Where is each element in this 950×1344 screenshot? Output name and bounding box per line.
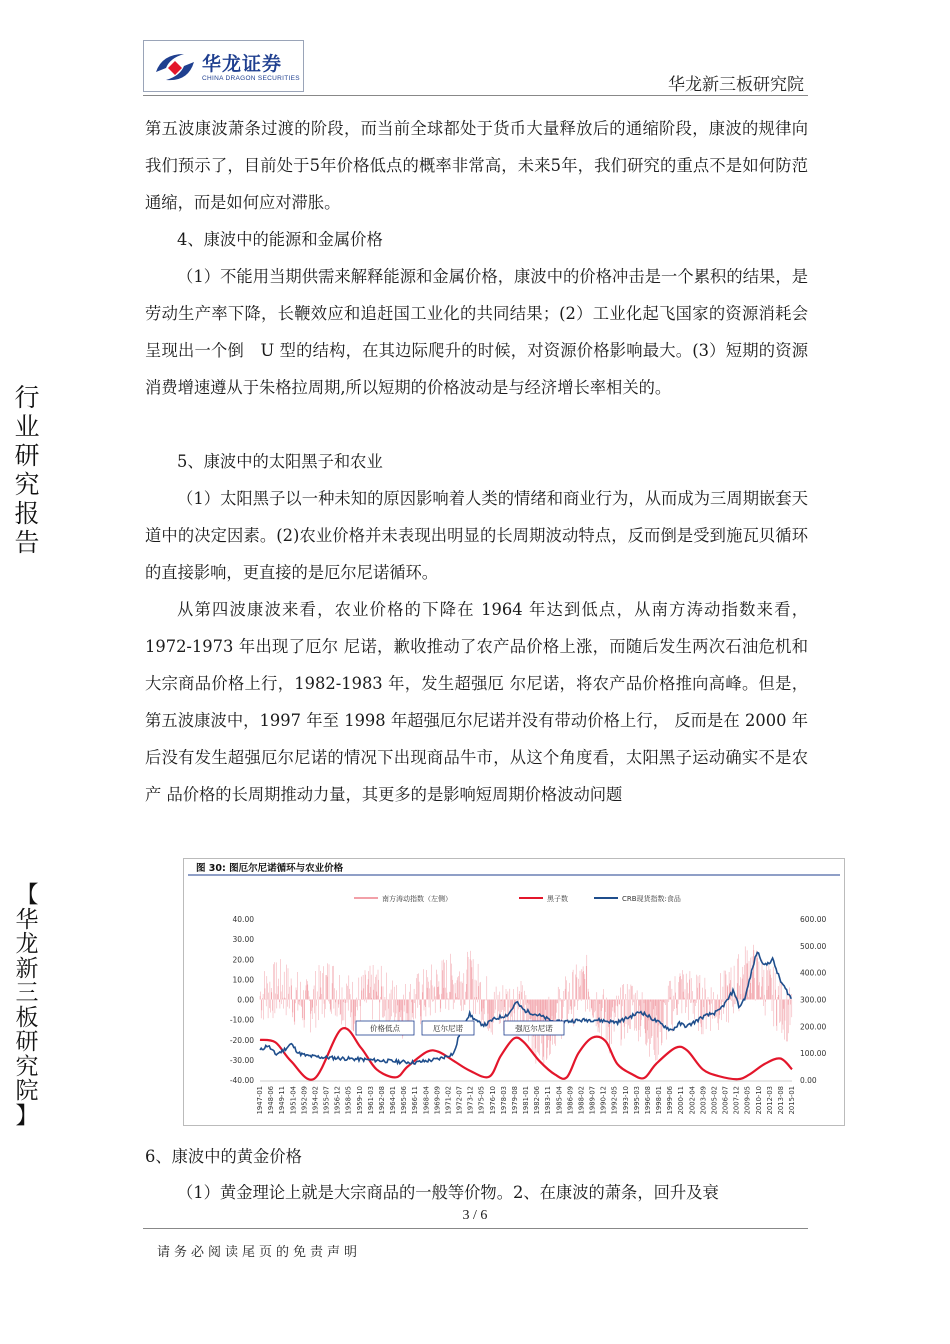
x-axis-tick: 1978-03 <box>499 1086 508 1115</box>
x-axis-tick: 1993-10 <box>621 1086 630 1115</box>
x-axis-tick: 1959-10 <box>355 1086 364 1115</box>
side-institute: 【 华 龙 新 三 板 研 究 院 】 <box>15 882 39 1129</box>
right-axis-tick: 200.00 <box>800 1022 827 1032</box>
logo-english-name: CHINA DRAGON SECURITIES <box>202 75 300 82</box>
paragraph-1: 第五波康波萧条过渡的阶段，而当前全球都处于货币大量释放后的通缩阶段，康波的规律向我们预示了，目前处于5年价格低点的概率非常高，未来5年，我们研究的重点不是如何防范通缩，而是如何应对滞胀。 <box>145 119 808 212</box>
left-axis-tick: -30.00 <box>229 1055 254 1065</box>
right-axis-tick: 300.00 <box>800 995 827 1005</box>
section-heading-5: 5、康波中的太阳黑子和农业 <box>177 452 383 471</box>
right-axis-tick: 0.00 <box>800 1076 817 1085</box>
chart-legend <box>354 894 681 903</box>
left-axis-tick: 0.00 <box>237 995 254 1005</box>
x-axis-tick: 1975-05 <box>477 1086 486 1115</box>
x-axis-tick: 2003-09 <box>699 1086 708 1115</box>
x-axis-tick: 1964-01 <box>389 1086 397 1115</box>
paragraph-4: 从第四波康波来看，农业价格的下降在 1964 年达到低点，从南方涛动指数来看，1972-1973 年出现了厄尔 尼诺，歉收推动了农产品价格上涨，而随后发生两次石油危机和大宗商品价格上行，1982-1983 年，发生超强厄 尔尼诺，将农产品价格推向高峰。但是，第五波康波中，1997 年至 1998 年超强厄尔尼诺并没有带动价格上行， 反而是在 2000 年后没有发生超强厄尔尼诺的情况下出现商品牛市，从这个角度看，太阳黑子运动确实不是农产 品价格的长周期推动力量，其更多的是影响短周期价格波动问题 <box>145 600 808 804</box>
x-axis-tick: 2005-02 <box>710 1086 719 1115</box>
x-axis-tick: 1988-02 <box>577 1086 586 1115</box>
legend-label-soi: 南方涛动指数（左侧） <box>382 895 452 903</box>
enso-agri-price-chart <box>183 858 845 1126</box>
legend-label-crb: CRB现货指数:食品 <box>622 895 681 903</box>
dragon-logo-icon <box>152 48 198 86</box>
x-axis-tick: 2015-01 <box>788 1086 796 1115</box>
x-axis-tick: 1971-02 <box>444 1086 453 1115</box>
left-axis-tick: -20.00 <box>229 1035 254 1045</box>
x-axis-tick: 1952-09 <box>300 1086 309 1115</box>
x-axis-tick: 1981-01 <box>522 1086 530 1115</box>
chart-annotations <box>356 1021 564 1035</box>
x-axis-tick: 2000-11 <box>677 1086 686 1115</box>
legend-label-sunspot: 黑子数 <box>547 895 568 903</box>
right-axis-tick: 100.00 <box>800 1049 827 1059</box>
side-report-type: 行 业 研 究 报 告 <box>14 383 40 557</box>
x-axis-tick: 1969-09 <box>433 1086 442 1115</box>
x-axis-tick: 1998-01 <box>655 1086 663 1115</box>
x-axis-tick: 2009-05 <box>743 1086 752 1115</box>
right-axis-tick: 600.00 <box>800 915 827 924</box>
x-axis-tick: 1999-06 <box>666 1086 675 1115</box>
x-axis-tick: 1996-08 <box>643 1086 652 1115</box>
right-axis-tick: 500.00 <box>800 941 827 951</box>
x-axis-tick: 1947-01 <box>256 1086 264 1115</box>
chart-canvas <box>184 859 844 1125</box>
x-axis-tick: 1951-04 <box>289 1086 298 1115</box>
left-axis-tick: 30.00 <box>232 935 254 945</box>
x-axis-tick: 1954-02 <box>311 1086 320 1115</box>
x-axis-tick: 1976-10 <box>488 1086 497 1115</box>
sunspot-series <box>260 1028 792 1080</box>
x-axis-tick: 1968-04 <box>422 1086 431 1115</box>
x-axis-tick: 1982-06 <box>533 1086 542 1115</box>
x-axis-tick: 1979-08 <box>510 1086 519 1115</box>
x-axis-tick: 1983-11 <box>544 1086 553 1115</box>
footer-divider <box>143 1228 808 1229</box>
left-axis-tick: 20.00 <box>232 955 254 965</box>
right-axis-tick: 400.00 <box>800 968 827 978</box>
x-axis-tick: 1955-07 <box>322 1086 331 1115</box>
x-axis-tick: 2013-08 <box>776 1086 785 1115</box>
logo-chinese-name: 华龙证券 <box>202 53 283 75</box>
annotation-label: 强厄尔尼诺 <box>515 1024 553 1033</box>
left-axis-tick: -10.00 <box>229 1015 254 1025</box>
x-axis-tick: 1990-12 <box>599 1086 608 1115</box>
left-axis-tick: 40.00 <box>232 915 254 924</box>
crb-food-series <box>260 952 791 1064</box>
annotation-label: 价格低点 <box>370 1024 400 1033</box>
annotation-label: 厄尔尼诺 <box>433 1024 463 1033</box>
x-axis-tick: 1948-06 <box>267 1086 276 1115</box>
x-axis-tick: 1949-11 <box>278 1086 287 1115</box>
x-axis-tick: 1965-06 <box>400 1086 409 1115</box>
header-divider <box>143 95 808 96</box>
x-axis-tick: 1989-07 <box>588 1086 597 1115</box>
x-axis-tick: 1973-12 <box>466 1086 475 1115</box>
x-axis-tick: 1958-05 <box>344 1086 353 1115</box>
chart-title: 图 30: 图厄尔尼诺循环与农业价格 <box>196 863 344 874</box>
paragraph-3: （1）太阳黑子以一种未知的原因影响着人类的情绪和商业行为，从而成为三周期嵌套天道中的决定因素。(2)农业价格并未表现出明显的长周期波动特点，反而倒是受到施瓦贝循环的直接影响，更直接的是厄尔尼诺循环。 <box>145 489 808 582</box>
x-axis-tick: 1992-05 <box>610 1086 619 1115</box>
section-heading-6: 6、康波中的黄金价格 <box>145 1147 302 1166</box>
x-axis-tick: 1995-03 <box>632 1086 641 1115</box>
x-axis-tick: 2002-04 <box>688 1086 697 1115</box>
x-axis-tick: 1986-09 <box>566 1086 575 1115</box>
x-axis-tick: 2012-03 <box>765 1086 774 1115</box>
section-heading-4: 4、康波中的能源和金属价格 <box>177 230 383 249</box>
left-axis-tick: 10.00 <box>232 975 254 985</box>
x-axis-tick: 1962-08 <box>377 1086 386 1115</box>
paragraph-2: （1）不能用当期供需来解释能源和金属价格，康波中的价格冲击是一个累积的结果，是劳动生产率下降，长鞭效应和追赶国工业化的共同结果；(2）工业化起飞国家的资源消耗会呈现出一个倒 U 型的结构，在其边际爬升的时候，对资源价格影响最大。(3）短期的资源消费增速遵从于朱格拉周期,所以短期的价格波动是与经济增长率相关的。 <box>145 267 808 397</box>
x-axis-tick: 1956-12 <box>333 1086 342 1115</box>
company-logo <box>143 40 304 92</box>
left-axis-tick: -40.00 <box>229 1076 254 1085</box>
x-axis-tick: 2006-07 <box>721 1086 730 1115</box>
paragraph-5: （1）黄金理论上就是大宗商品的一般等价物。2、在康波的萧条，回升及衰 <box>177 1183 719 1202</box>
x-axis-tick: 2007-12 <box>732 1086 741 1115</box>
chart-plot-area <box>260 945 792 1080</box>
institute-name: 华龙新三板研究院 <box>668 75 804 95</box>
chart-axes <box>230 915 827 1114</box>
x-axis-tick: 1966-11 <box>411 1086 420 1115</box>
x-axis-tick: 2010-10 <box>754 1086 763 1115</box>
x-axis-tick: 1972-07 <box>455 1086 464 1115</box>
x-axis-tick: 1961-03 <box>366 1086 375 1115</box>
page-number: 3 / 6 <box>462 1208 488 1223</box>
x-axis-tick: 1985-04 <box>555 1086 564 1115</box>
footer-disclaimer: 请务必阅读尾页的免责声明 <box>157 1245 362 1260</box>
